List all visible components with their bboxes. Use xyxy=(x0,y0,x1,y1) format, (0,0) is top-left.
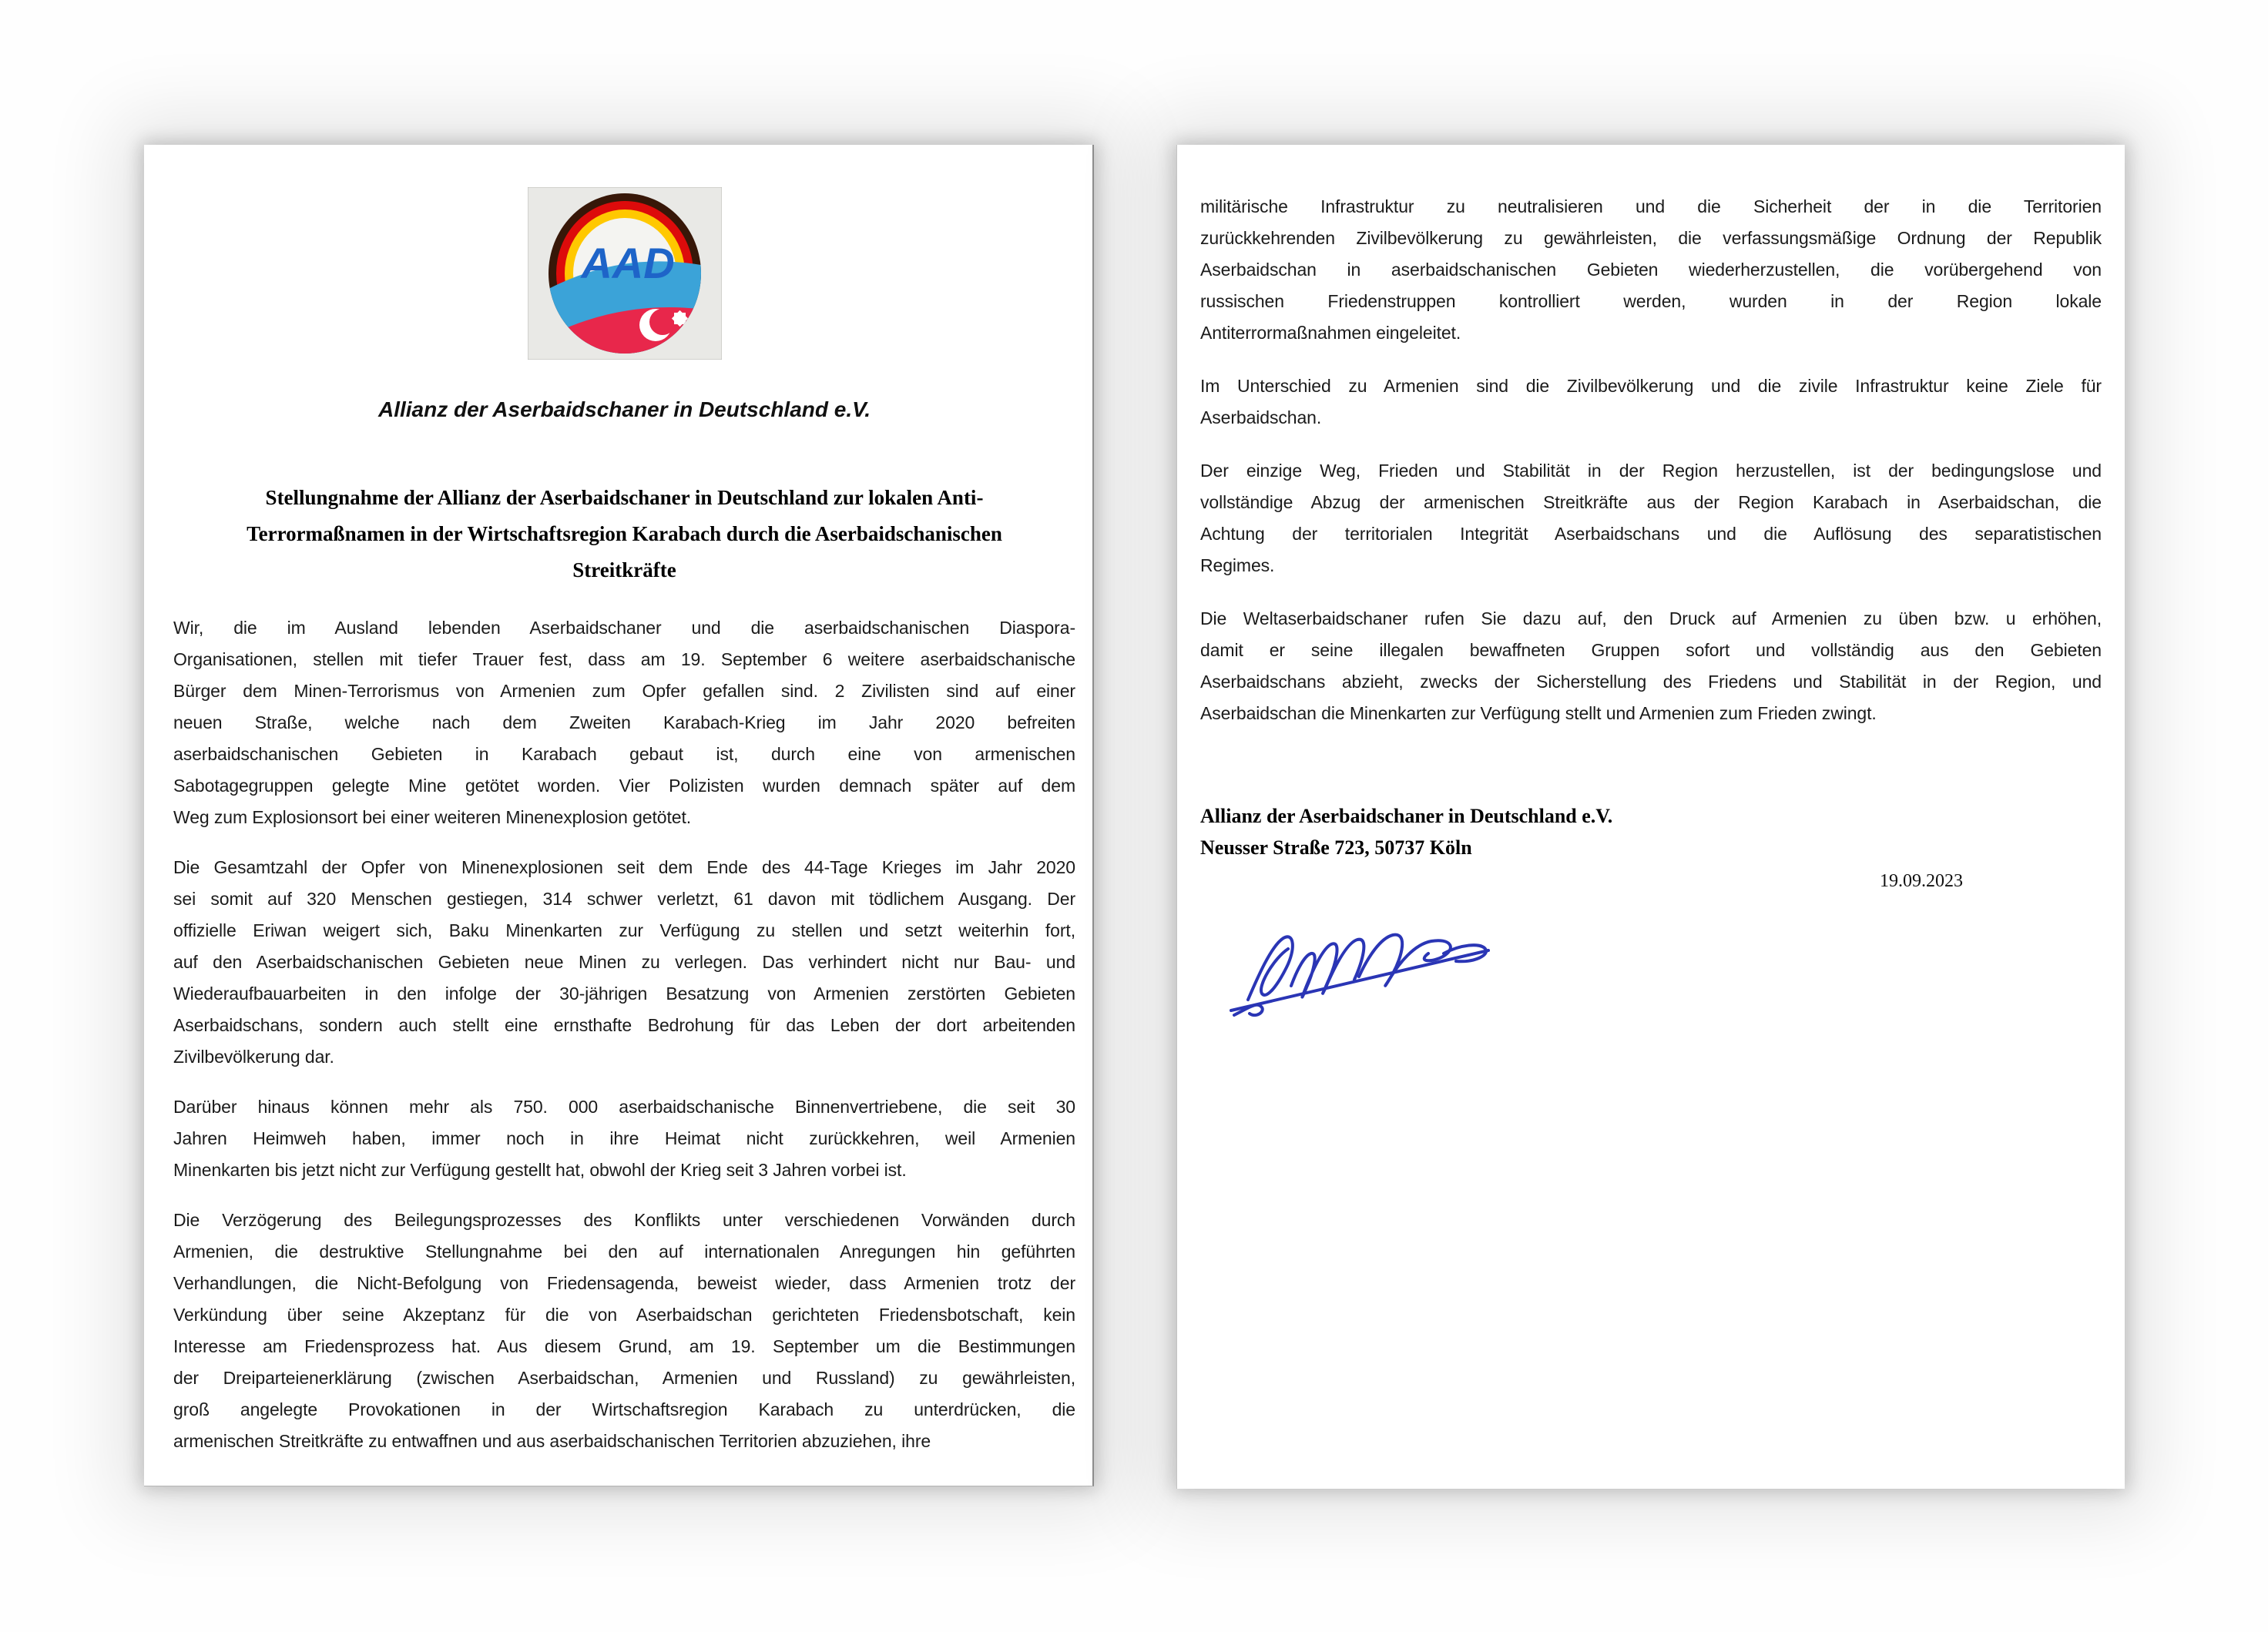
paragraph xyxy=(173,852,1075,1073)
statement-heading xyxy=(173,480,1075,588)
text-line: Bürger dem Minen-Terrorismus von Armenien zum Opfer gefallen sind. 2 Zivilisten sind auf einer xyxy=(173,681,1075,701)
text-line: Aserbaidschans, sondern auch stellt eine ernsthafte Bedrohung für das Leben der dort arbeitenden xyxy=(173,1015,1075,1035)
text-line: Im Unterschied zu Armenien sind die Zivilbevölkerung und die zivile Infrastruktur keine Ziele für xyxy=(1200,376,2102,396)
text-line: Sabotagegruppen gelegte Mine getötet worden. Vier Polizisten wurden demnach später auf dem xyxy=(173,776,1075,796)
text-line: Wir, die im Ausland lebenden Aserbaidschaner und die aserbaidschanischen Diaspora- xyxy=(173,618,1075,638)
footer-address: Neusser Straße 723, 50737 Köln xyxy=(1200,836,1472,859)
text-line: Antiterrormaßnahmen eingeleitet. xyxy=(1200,323,1461,343)
page2-body xyxy=(1200,191,2102,729)
text-line: sei somit auf 320 Menschen gestiegen, 314 schwer verletzt, 61 davon mit tödlichem Ausgang. Der xyxy=(173,889,1075,909)
text-line: aserbaidschanischen Gebieten in Karabach gebaut ist, durch eine von armenischen xyxy=(173,744,1075,764)
text-line: Regimes. xyxy=(1200,555,1275,575)
text-line: Aserbaidschan die Minenkarten zur Verfügung stellt und Armenien zum Frieden zwingt. xyxy=(1200,703,1877,723)
text-line: Weg zum Explosionsort bei einer weiteren Minenexplosion getötet. xyxy=(173,807,692,827)
org-logo xyxy=(528,187,722,364)
text-line: Organisationen, stellen mit tiefer Trauer fest, dass am 19. September 6 weitere aserbaidschanische xyxy=(173,649,1075,669)
text-line: armenischen Streitkräfte zu entwaffnen und aus aserbaidschanischen Territorien abzuziehen, ihre xyxy=(173,1431,931,1451)
text-line: Wiederaufbauarbeiten in den infolge der 30-jährigen Besatzung von Armenien zerstörten Gebieten xyxy=(173,984,1075,1004)
paragraph xyxy=(1200,455,2102,581)
text-line: Achtung der territorialen Integrität Aserbaidschans und die Auflösung des separatistischen xyxy=(1200,524,2102,544)
document-date: 19.09.2023 xyxy=(1880,871,1963,891)
text-line: Die Gesamtzahl der Opfer von Minenexplosionen seit dem Ende des 44-Tage Krieges im Jahr 2020 xyxy=(173,857,1075,877)
text-line: Die Verzögerung des Beilegungsprozesses des Konflikts unter verschiedenen Vorwänden durch xyxy=(173,1210,1075,1230)
text-line: offizielle Eriwan weigert sich, Baku Minenkarten zur Verfügung zu stellen und setzt weiterhin fort, xyxy=(173,920,1075,940)
text-line: russischen Friedenstruppen kontrolliert werden, wurden in der Region lokale xyxy=(1200,291,2102,311)
text-line: neuen Straße, welche nach dem Zweiten Karabach-Krieg im Jahr 2020 befreiten xyxy=(173,712,1075,732)
text-line: Minenkarten bis jetzt nicht zur Verfügung gestellt hat, obwohl der Krieg seit 3 Jahren vorbei ist. xyxy=(173,1160,907,1180)
paragraph xyxy=(173,1205,1075,1457)
text-line: Der einzige Weg, Frieden und Stabilität in der Region herzustellen, ist der bedingungslose und xyxy=(1200,461,2102,481)
handwritten-signature xyxy=(1226,909,2102,1028)
logo-letters: AAD xyxy=(580,239,675,287)
text-line: der Dreiparteienerklärung (zwischen Aserbaidschan, Armenien und Russland) zu gewährleisten, xyxy=(173,1368,1075,1388)
text-line: Verhandlungen, die Nicht-Befolgung von Friedensagenda, beweist wieder, dass Armenien trotz der xyxy=(173,1273,1075,1293)
document-page-1 xyxy=(144,145,1094,1486)
signature-block xyxy=(1200,800,2102,863)
footer-org-name: Allianz der Aserbaidschaner in Deutschland e.V. xyxy=(1200,805,1613,827)
text-line: auf den Aserbaidschanischen Gebieten neue Minen zu verlegen. Das verhindert nicht nur Bau- und xyxy=(173,952,1075,972)
heading-line: Stellungnahme der Allianz der Aserbaidschaner in Deutschland zur lokalen Anti- xyxy=(265,486,984,509)
logo-crescent-cut xyxy=(649,309,676,335)
page1-body xyxy=(173,612,1075,1457)
text-line: Aserbaidschan in aserbaidschanischen Gebieten wiederherzustellen, die vorübergehend von xyxy=(1200,260,2102,280)
text-line: Jahren Heimweh haben, immer noch in ihre Heimat nicht zurückkehren, weil Armenien xyxy=(173,1128,1075,1148)
text-line: Armenien, die destruktive Stellungnahme bei den auf internationalen Anregungen hin geführten xyxy=(173,1242,1075,1262)
text-line: vollständige Abzug der armenischen Streitkräfte aus der Region Karabach in Aserbaidschan, die xyxy=(1200,492,2102,512)
text-line: Aserbaidschan. xyxy=(1200,407,1322,427)
text-line: damit er seine illegalen bewaffneten Gruppen sofort und vollständig aus den Gebieten xyxy=(1200,640,2102,660)
text-line: Verkündung über seine Akzeptanz für die von Aserbaidschan gerichteten Friedensbotschaft, kein xyxy=(173,1305,1075,1325)
paragraph xyxy=(173,1091,1075,1186)
text-line: Darüber hinaus können mehr als 750. 000 aserbaidschanische Binnenvertriebene, die seit 30 xyxy=(173,1097,1075,1117)
paragraph xyxy=(1200,370,2102,434)
text-line: Interesse am Friedensprozess hat. Aus diesem Grund, am 19. September um die Bestimmungen xyxy=(173,1336,1075,1356)
text-line: zurückkehrenden Zivilbevölkerung zu gewährleisten, die verfassungsmäßige Ordnung der Republik xyxy=(1200,228,2102,248)
heading-line: Streitkräfte xyxy=(572,558,676,581)
paragraph xyxy=(173,612,1075,833)
text-line: militärische Infrastruktur zu neutralisieren und die Sicherheit der in die Territorien xyxy=(1200,196,2102,216)
signature-icon xyxy=(1226,909,1496,1024)
paragraph xyxy=(1200,603,2102,729)
document-page-2 xyxy=(1176,145,2125,1489)
org-logo-icon xyxy=(528,187,722,360)
text-line: Die Weltaserbaidschaner rufen Sie dazu auf, den Druck auf Armenien zu üben bzw. u erhöhen, xyxy=(1200,608,2102,628)
heading-line: Terrormaßnamen in der Wirtschaftsregion Karabach durch die Aserbaidschanischen xyxy=(247,522,1002,545)
text-line: Zivilbevölkerung dar. xyxy=(173,1047,334,1067)
org-title: Allianz der Aserbaidschaner in Deutschland e.V. xyxy=(377,397,871,421)
paragraph xyxy=(1200,191,2102,349)
text-line: groß angelegte Provokationen in der Wirtschaftsregion Karabach zu unterdrücken, die xyxy=(173,1399,1075,1419)
text-line: Aserbaidschans abzieht, zwecks der Sicherstellung des Friedens und Stabilität in der Region, und xyxy=(1200,672,2102,692)
